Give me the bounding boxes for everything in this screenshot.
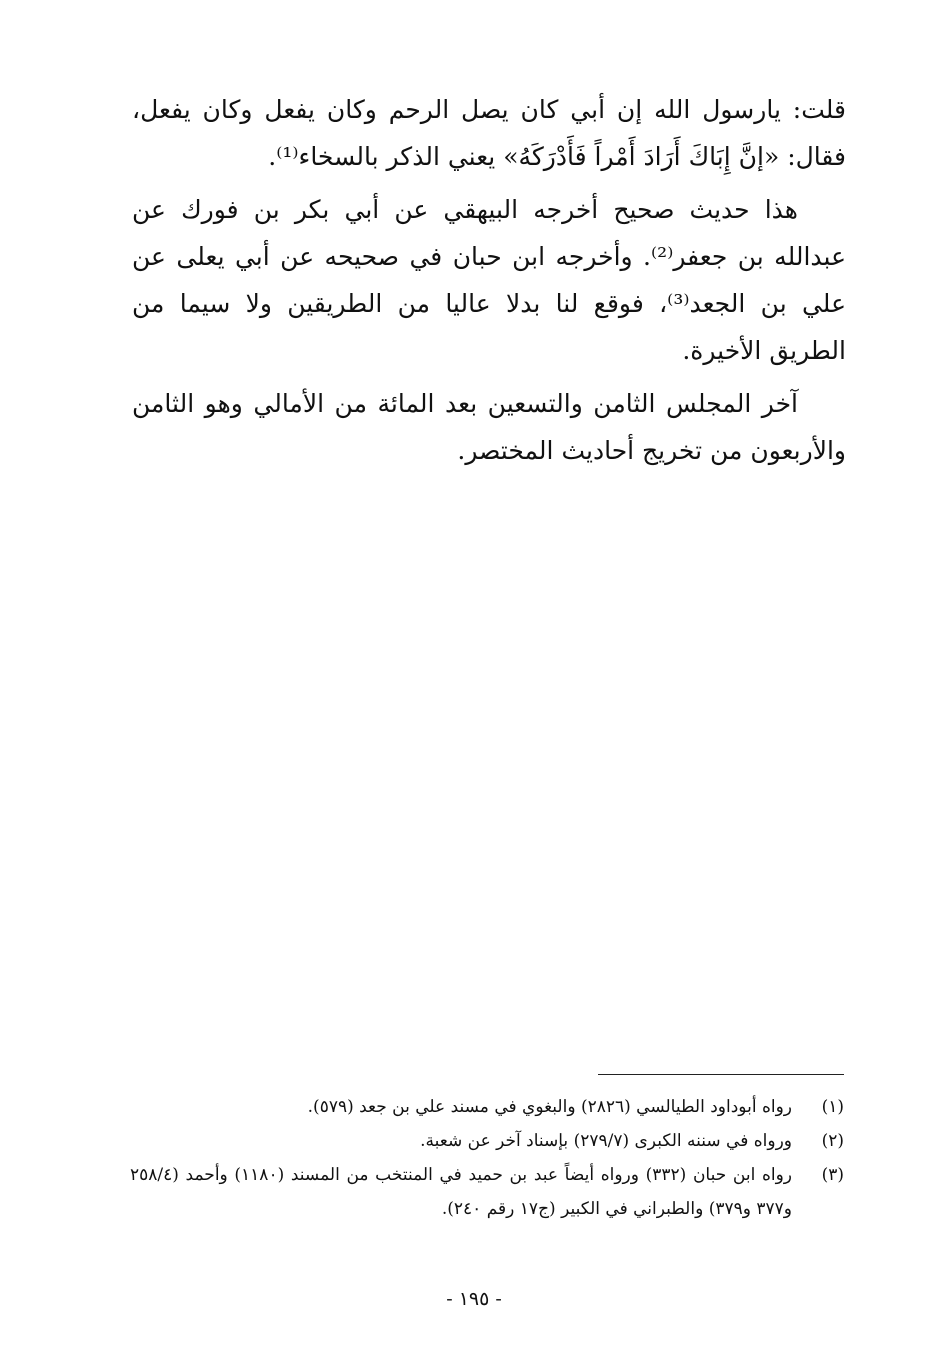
footnote-2 — [130, 1124, 844, 1158]
footnote-text: ورواه في سننه الكبرى (٢٧٩/٧) بإسناد آخر عن شعبة. — [420, 1131, 792, 1151]
paragraph-1: قلت: يارسول الله إن أبي كان يصل الرحم وكان يفعل وكان يفعل، فقال: «إنَّ إِبَاكَ أَرَادَ أَمْراً فَأَدْرَكَهُ» يعني الذكر بالسخاء⁽¹⁾. — [132, 95, 846, 171]
footnote-3 — [130, 1158, 844, 1226]
paragraph-3: آخر المجلس الثامن والتسعين بعد المائة من الأمالي وهو الثامن والأربعون من تخريج أحاديث المختصر. — [132, 389, 846, 465]
page-number: - ١٩٥ - — [446, 1288, 502, 1310]
footnote-text: رواه ابن حبان (٣٣٢) ورواه أيضاً عبد بن حميد في المنتخب من المسند (١١٨٠) وأحمد (٢٥٨/٤ و٣٧٧ و٣٧٩) والطبراني في الكبير (ج١٧ رقم ٢٤٠). — [130, 1165, 793, 1219]
footnote-number: (١) — [821, 1097, 844, 1117]
paragraph-2: هذا حديث صحيح أخرجه البيهقي عن أبي بكر بن فورك عن عبدالله بن جعفر⁽²⁾. وأخرجه ابن حبان في صحيحه عن أبي يعلى عن علي بن الجعد⁽³⁾، فوقع لنا بدلا عاليا من الطريقين ولا سيما من الطريق الأخيرة. — [132, 195, 847, 365]
footnote-number: (٣) — [821, 1165, 844, 1185]
footnote-text: رواه أبوداود الطيالسي (٢٨٢٦) والبغوي في مسند علي بن جعد (٥٧٩). — [307, 1097, 792, 1117]
footnote-separator — [598, 1074, 844, 1075]
main-text-block — [132, 86, 846, 480]
footnote-1 — [130, 1090, 844, 1124]
footnote-number: (٢) — [821, 1131, 844, 1151]
footnotes-block — [130, 1090, 844, 1226]
